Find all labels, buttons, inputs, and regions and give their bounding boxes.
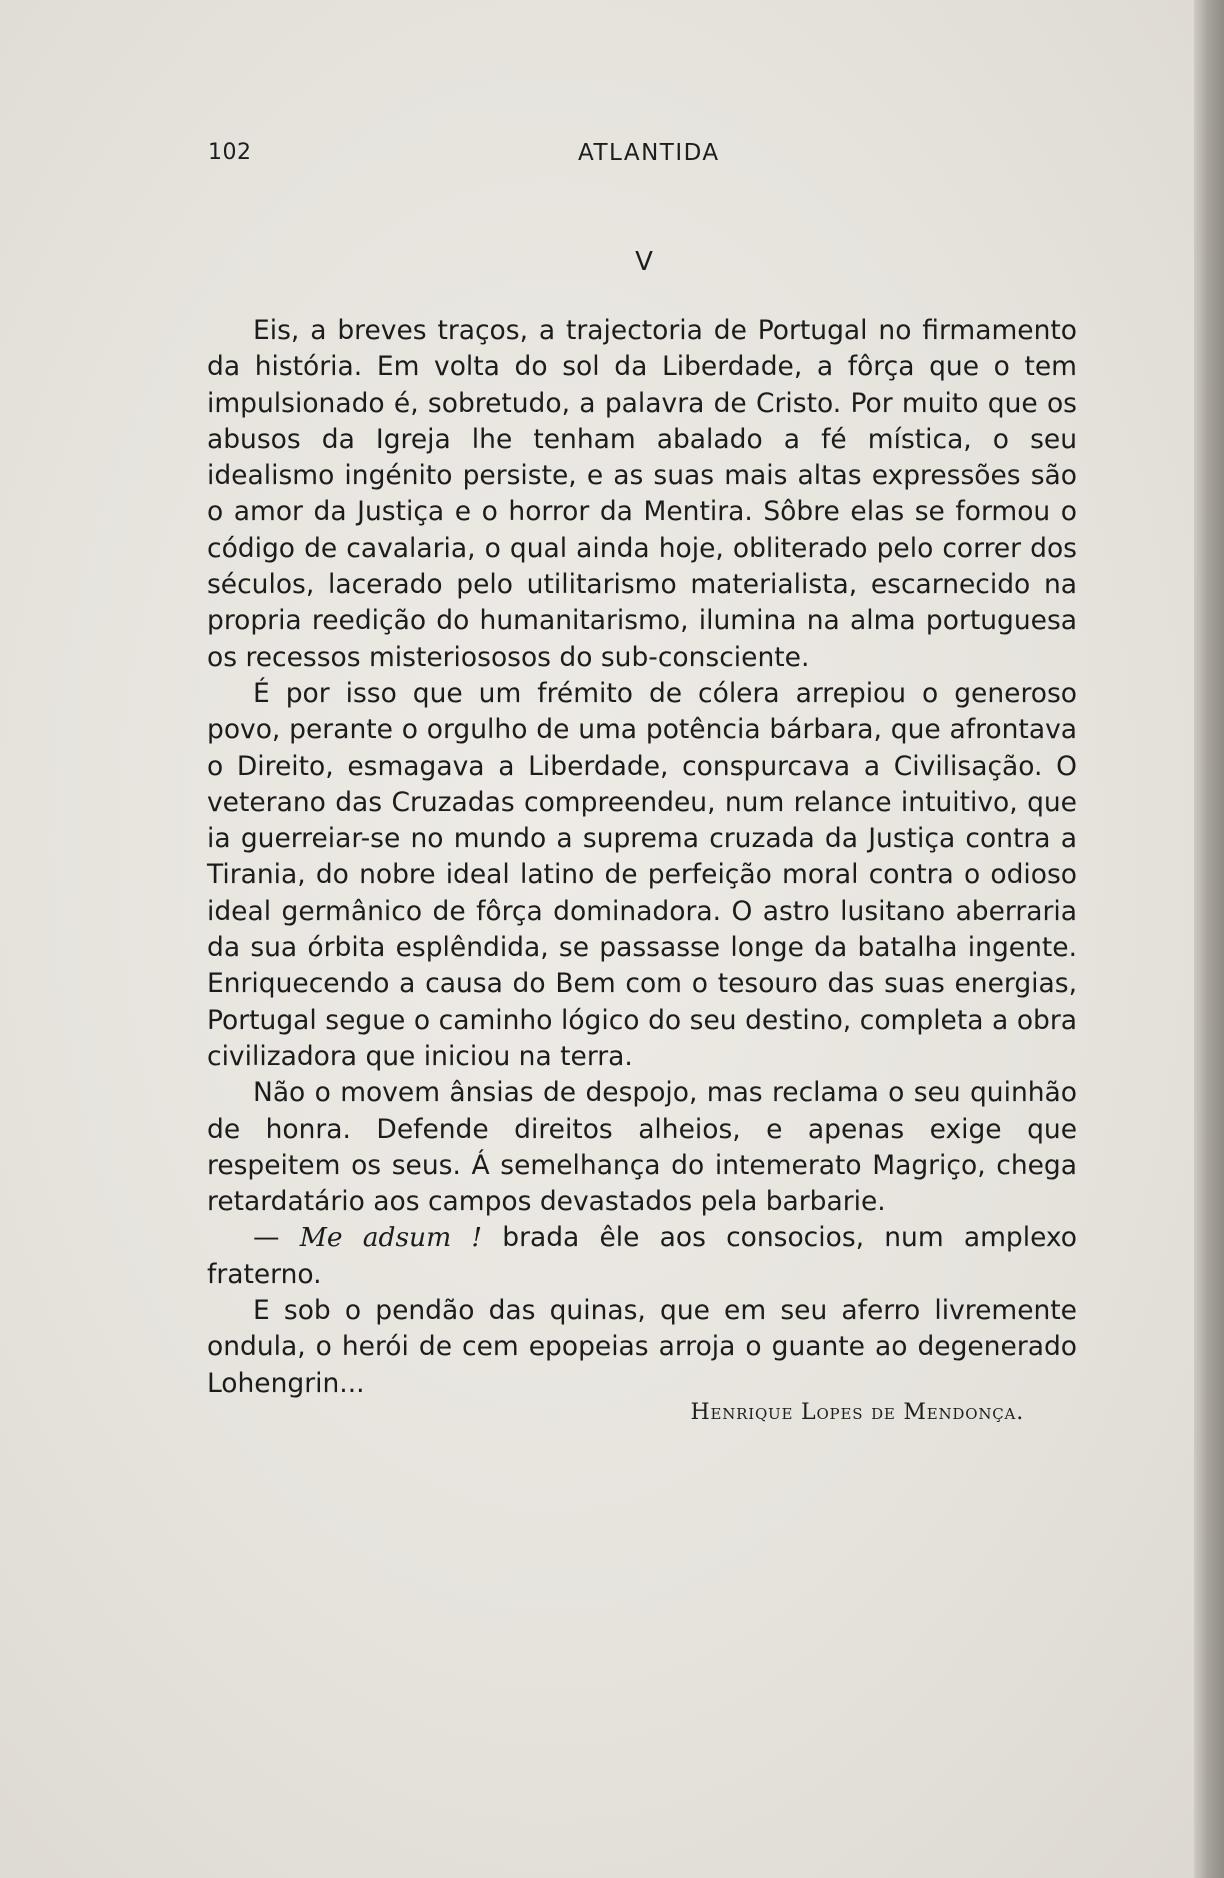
section-number: V [635, 247, 653, 277]
latin-exclamation: Me adsum ! [299, 1222, 483, 1254]
exclamation-paragraph [207, 1220, 1077, 1293]
page-edge [1194, 0, 1224, 1878]
exclamation-rest: brada êle aos consocios, num amplexo fraterno. [207, 1222, 1077, 1290]
paragraph-2: É por isso que um frémito de cólera arrepiou o generoso povo, perante o orgulho de uma potência bárbara, que afrontava o Direito, esmagava a Liberdade, conspurcava a Civilisação. O veterano das Cruzadas compreendeu, num relance intuitivo, que ia guerreiar-se no mundo a suprema cruzada da Justiça contra a Tirania, do nobre ideal latino de perfeição moral contra o odioso ideal germânico de fôrça dominadora. O astro lusitano aberraria da sua órbita esplêndida, se passasse longe da batalha ingente. Enriquecendo a causa do Bem com o tesouro das suas energias, Portugal segue o caminho lógico do seu destino, completa a obra civilizadora que iniciou na terra. [207, 677, 1077, 1072]
closing-paragraph: E sob o pendão das quinas, que em seu aferro livremente ondula, o herói de cem epopeias arroja o guante ao degenerado Lohengrin... [207, 1295, 1077, 1399]
running-title: ATLANTIDA [578, 140, 720, 166]
show-through-text [230, 175, 1090, 211]
page-number: 102 [208, 140, 252, 165]
paragraph-1: Eis, a breves traços, a trajectoria de Portugal no firmamento da história. Em volta do sol da Liberdade, a fôrça que o tem impulsionado é, sobretudo, a palavra de Cristo. Por muito que os abusos da Igreja lhe tenham abalado a fé mística, o seu idealismo ingénito persiste, e as suas mais altas expressões são o amor da Justiça e o horror da Mentira. Sôbre elas se formou o código de cavalaria, o qual ainda hoje, obliterado pelo correr dos séculos, lacerado pelo utilitarismo materialista, escarnecido na propria reedição do humanitarismo, ilumina na alma portuguesa os recessos misteriososos do sub-consciente. [207, 315, 1077, 673]
author-signature: Henrique Lopes de Mendonça. [690, 1400, 1024, 1425]
paragraph-3: Não o movem ânsias de despojo, mas reclama o seu quinhão de honra. Defende direitos alheios, e apenas exige que respeitem os seus. Á semelhança do intemerato Magriço, chega retardatário aos campos devastados pela barbarie. [207, 1077, 1077, 1218]
body-text [207, 313, 1077, 1402]
em-dash: — [253, 1222, 280, 1254]
page-header [208, 140, 1078, 170]
